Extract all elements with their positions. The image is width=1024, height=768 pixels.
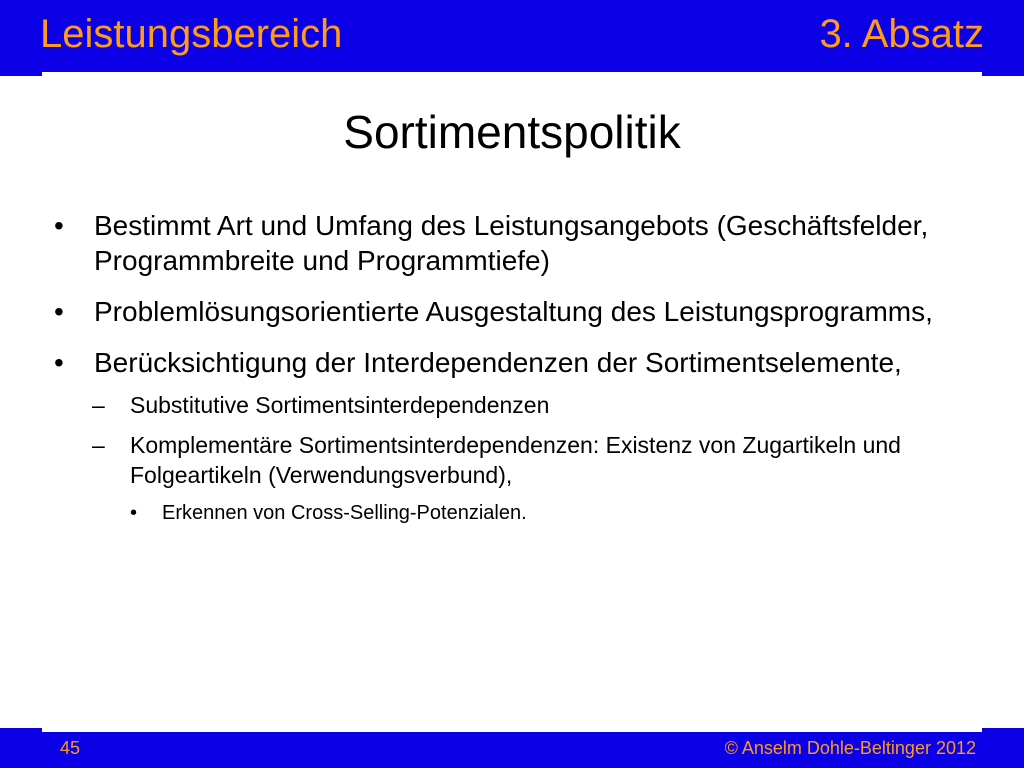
header-bar <box>0 0 1024 76</box>
dash-marker: – <box>92 432 105 458</box>
copyright-notice: © Anselm Dohle-Beltinger 2012 <box>724 738 976 758</box>
bullet-item <box>50 208 970 278</box>
bullet-text: Problemlösungsorientierte Ausgestaltung des Leistungsprogramms, <box>94 296 933 327</box>
sub-sub-bullet-item <box>50 500 970 526</box>
dash-marker: – <box>92 392 105 418</box>
header-title: Leistungsbereich <box>40 12 343 56</box>
bullet-marker: • <box>54 347 64 378</box>
bullet-item <box>50 345 970 380</box>
sub-bullet-item <box>50 390 970 420</box>
slide-title: Sortimentspolitik <box>343 106 681 158</box>
page-number: 45 <box>60 738 81 758</box>
header-divider <box>42 72 982 76</box>
sub-sub-bullet-text: Erkennen von Cross-Selling-Potenzialen. <box>162 502 527 524</box>
sub-bullet-text: Substitutive Sortimentsinterdependenzen <box>130 392 550 418</box>
bullet-marker: • <box>54 296 64 327</box>
bullet-item <box>50 294 970 329</box>
bullet-text: Bestimmt Art und Umfang des Leistungsangebots (Geschäftsfelder, Programmbreite und Programmtiefe) <box>94 210 929 276</box>
bullet-marker: • <box>130 502 138 524</box>
bullet-marker: • <box>54 210 64 241</box>
sub-bullet-item <box>50 430 970 490</box>
sub-bullet-text: Komplementäre Sortimentsinterdependenzen: Existenz von Zugartikeln und Folgeartikeln (Verwendungsverbund), <box>130 432 901 488</box>
slide-content <box>50 208 970 534</box>
footer-divider <box>42 728 982 732</box>
header-section-label: 3. Absatz <box>819 12 984 56</box>
bullet-text: Berücksichtigung der Interdependenzen der Sortimentselemente, <box>94 347 902 378</box>
footer-bar <box>0 728 1024 768</box>
